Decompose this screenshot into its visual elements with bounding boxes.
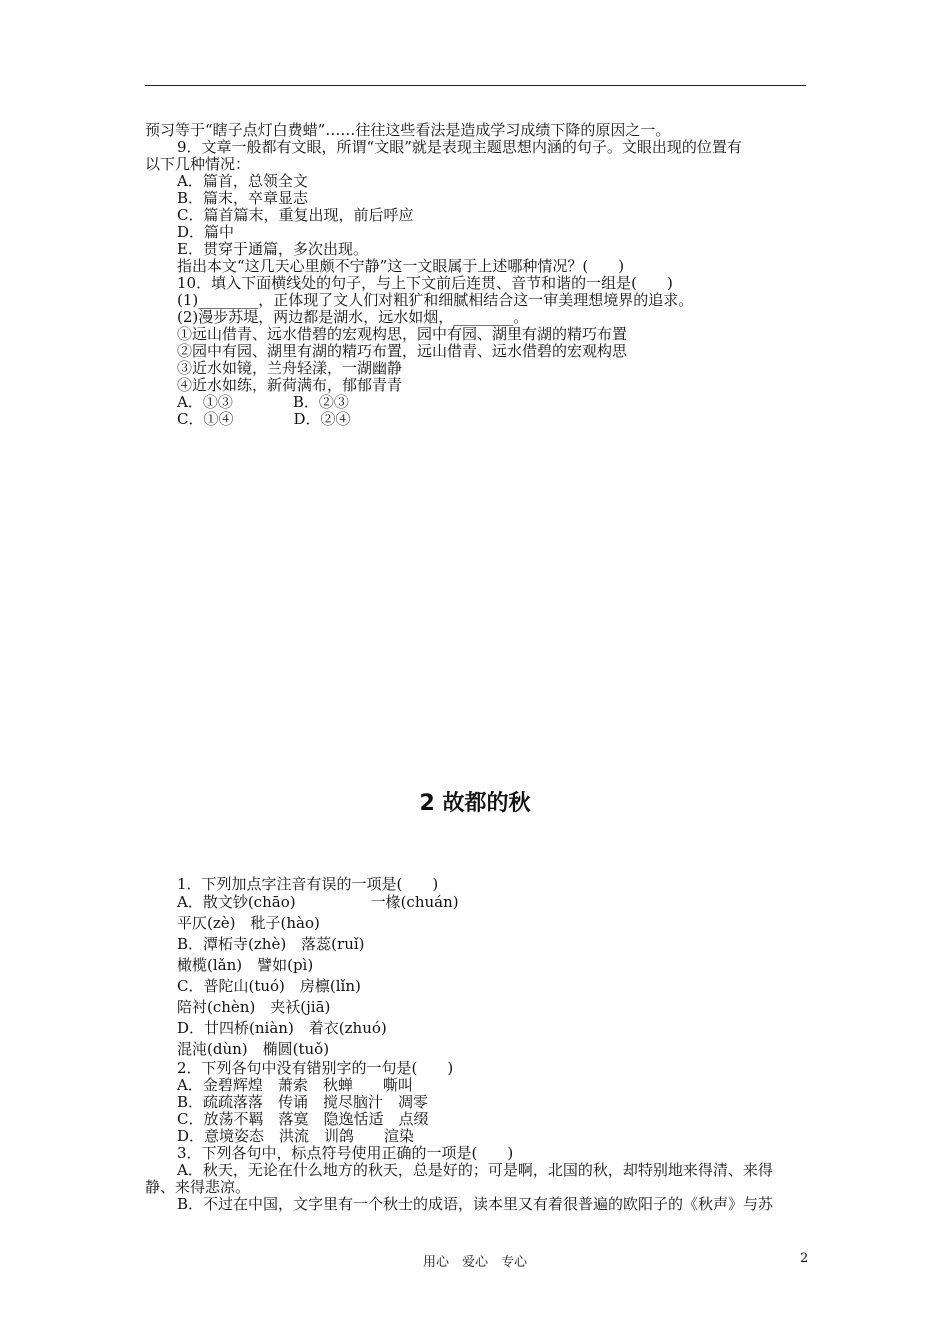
- text-line: 2．下列各句中没有错别字的一句是( ): [177, 1059, 454, 1077]
- header-rule: [145, 85, 806, 86]
- text-line: 以下几种情况：: [145, 155, 251, 173]
- text-line: ①远山借青、远水借碧的宏观构思，园中有园、湖里有湖的精巧布置: [177, 325, 628, 343]
- text-line: B．篇末，卒章显志: [177, 189, 309, 207]
- text-line: C．普陀山(tuó) 房檩(lǐn): [177, 977, 361, 995]
- text-line: 平仄(zè) 秕子(hào): [177, 914, 320, 932]
- text-line: E．贯穿于通篇，多次出现。: [177, 240, 368, 258]
- text-line: (1)________，正体现了文人们对粗犷和细腻相结合这一审美理想境界的追求。: [177, 291, 694, 309]
- text-line: 静、来得悲凉。: [145, 1178, 251, 1196]
- text-line: A．散文钞(chāo) 一椽(chuán): [177, 893, 459, 911]
- text-line: C．篇首篇末，重复出现，前后呼应: [177, 206, 414, 224]
- text-line: ②园中有园、湖里有湖的精巧布置，远山借青、远水借碧的宏观构思: [177, 342, 628, 360]
- text-line: D．意境姿态 洪流 训鸽 渲染: [177, 1127, 415, 1145]
- text-line: 9．文章一般都有文眼，所谓“文眼”就是表现主题思想内涵的句子。文眼出现的位置有: [177, 138, 742, 156]
- text-line: 陪衬(chèn) 夹袄(jiā): [177, 998, 331, 1016]
- section-title: 2 故都的秋: [419, 791, 531, 816]
- text-line: A．①③ B．②③: [177, 393, 349, 411]
- text-line: C．放荡不羁 落寞 隐逸恬适 点缀: [177, 1110, 429, 1128]
- page-footer: 用心 爱心 专心: [422, 1255, 527, 1270]
- text-line: B．潭柘寺(zhè) 落蕊(ruǐ): [177, 935, 365, 953]
- text-line: A．篇首，总领全文: [177, 172, 308, 190]
- text-line: ③近水如镜，兰舟轻漾，一湖幽静: [177, 359, 403, 377]
- page-number: 2: [800, 1251, 809, 1266]
- text-line: 预习等于“瞎子点灯白费蜡”……往往这些看法是造成学习成绩下降的原因之一。: [145, 121, 671, 139]
- text-line: 10．填入下面横线处的句子，与上下文前后连贯、音节和谐的一组是( ): [177, 274, 673, 292]
- text-line: ④近水如练，新荷满布，郁郁青青: [177, 376, 403, 394]
- text-line: 3．下列各句中，标点符号使用正确的一项是( ): [177, 1144, 514, 1162]
- text-line: A．秋天，无论在什么地方的秋天，总是好的；可是啊，北国的秋，却特别地来得清、来得: [177, 1161, 773, 1179]
- text-line: 1．下列加点字注音有误的一项是( ): [177, 875, 439, 893]
- text-line: 橄榄(lǎn) 譬如(pì): [177, 956, 314, 974]
- text-line: 混沌(dùn) 椭圆(tuǒ): [177, 1040, 330, 1058]
- text-line: C．①④ D．②④: [177, 410, 351, 428]
- text-line: 指出本文“这几天心里颇不宁静”这一文眼属于上述哪种情况？( ): [177, 257, 625, 275]
- text-line: D．廿四桥(niàn) 着衣(zhuó): [177, 1019, 387, 1037]
- text-line: (2)漫步苏堤，两边都是湖水，远水如烟，________。: [177, 308, 529, 326]
- text-line: A．金碧辉煌 萧索 秋蝉 嘶叫: [177, 1076, 413, 1094]
- text-line: B．疏疏落落 传诵 搅尽脑汁 凋零: [177, 1093, 429, 1111]
- text-line: B．不过在中国，文字里有一个秋士的成语，读本里又有着很普遍的欧阳子的《秋声》与苏: [177, 1195, 774, 1213]
- text-line: D．篇中: [177, 223, 235, 241]
